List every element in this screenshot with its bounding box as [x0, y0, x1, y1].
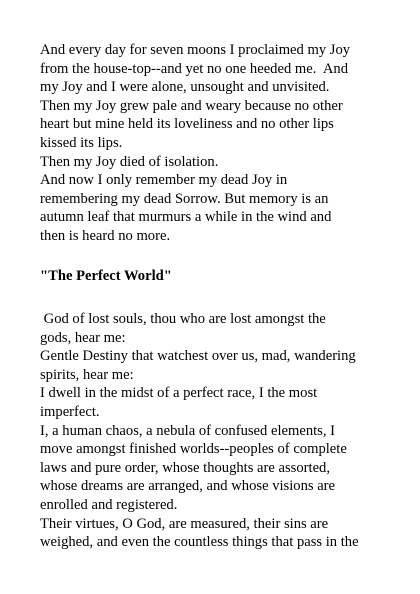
- text-line: Their virtues, O God, are measured, their sins are: [40, 515, 329, 532]
- passage-perfect-world: [40, 310, 385, 552]
- text-line: autumn leaf that murmurs a while in the wind and: [40, 209, 332, 226]
- text-line: And now I only remember my dead Joy in: [40, 172, 288, 189]
- text-line: then is heard no more.: [40, 227, 171, 244]
- text-line: weighed, and even the countless things that pass in the: [40, 534, 359, 551]
- text-line: my Joy and I were alone, unsought and unvisited.: [40, 79, 330, 96]
- text-line: remembering my dead Sorrow. But memory is an: [40, 190, 329, 207]
- passage-joy: [40, 41, 385, 246]
- text-line: from the house-top--and yet no one heeded me. And: [40, 60, 349, 77]
- text-line: Then my Joy died of isolation.: [40, 153, 219, 170]
- text-line: gods, hear me:: [40, 329, 126, 346]
- text-line: I dwell in the midst of a perfect race, I the most: [40, 385, 318, 402]
- text-line: imperfect.: [40, 403, 100, 420]
- text-line: And every day for seven moons I proclaimed my Joy: [40, 42, 351, 58]
- text-line: Then my Joy grew pale and weary because no other: [40, 97, 343, 114]
- text-line: God of lost souls, thou who are lost amongst the: [40, 311, 326, 327]
- text-line: I, a human chaos, a nebula of confused elements, I: [40, 422, 336, 439]
- text-line: heart but mine held its loveliness and no other lips: [40, 116, 334, 133]
- text-line: enrolled and registered.: [40, 496, 178, 513]
- text-line: move amongst finished worlds--peoples of complete: [40, 441, 347, 458]
- section-title: "The Perfect World": [40, 268, 172, 284]
- text-line: spirits, hear me:: [40, 366, 134, 383]
- text-line: laws and pure order, whose thoughts are assorted,: [40, 459, 330, 476]
- text-line: whose dreams are arranged, and whose visions are: [40, 478, 336, 495]
- text-line: kissed its lips.: [40, 134, 123, 151]
- text-line: Gentle Destiny that watchest over us, mad, wandering: [40, 348, 356, 365]
